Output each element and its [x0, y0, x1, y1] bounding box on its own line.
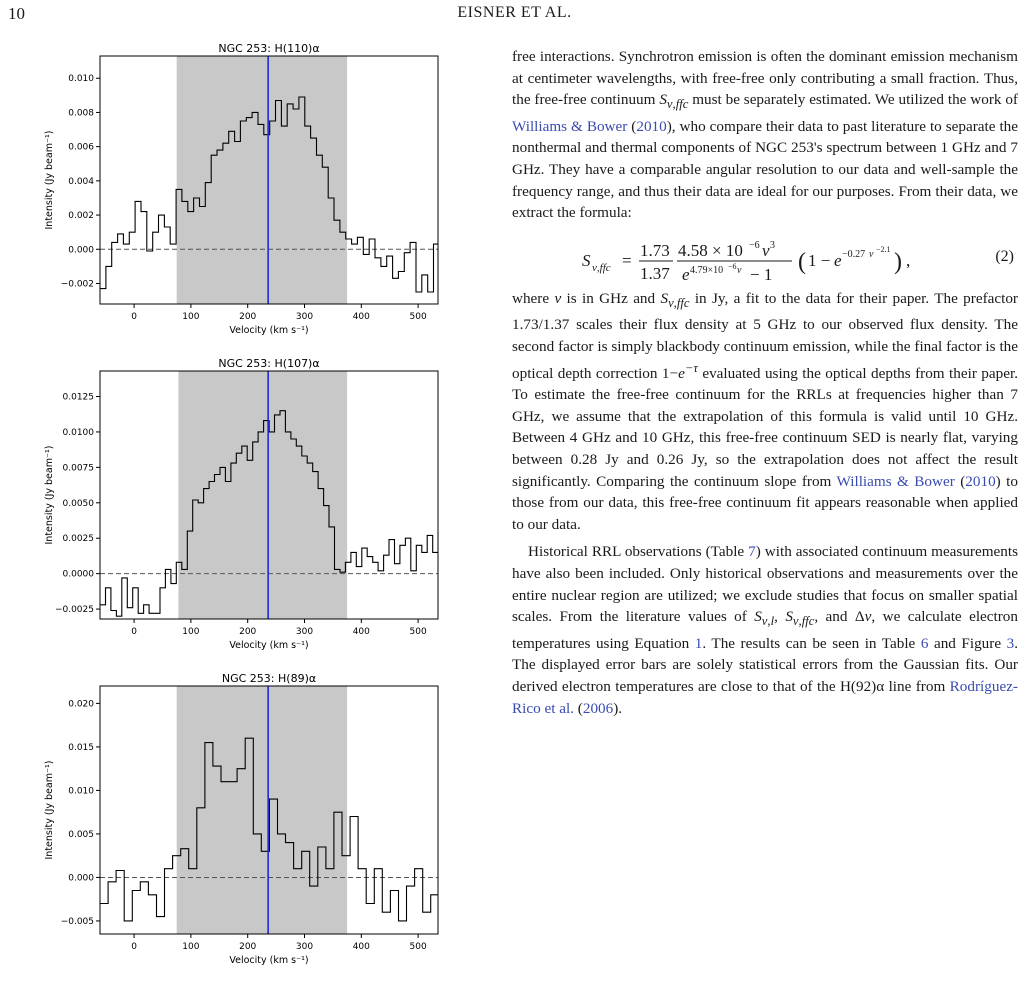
y-tick-label: −0.005 — [60, 916, 94, 927]
x-axis-label: Velocity (km s⁻¹) — [229, 955, 309, 966]
x-axis-label: Velocity (km s⁻¹) — [229, 640, 309, 651]
citation-williams-bower[interactable]: Williams & Bower — [512, 117, 628, 135]
svg-text:(: ( — [798, 248, 806, 275]
x-tick-label: 0 — [131, 627, 137, 637]
x-tick-label: 200 — [239, 942, 257, 952]
x-tick-label: 100 — [182, 942, 200, 952]
x-tick-label: 400 — [352, 942, 370, 952]
shaded-region — [177, 56, 347, 304]
y-axis-label: Intensity (Jy beam⁻¹) — [44, 445, 55, 545]
svg-text:ν: ν — [869, 248, 874, 260]
y-tick-label: 0.0100 — [62, 427, 94, 438]
svg-text:=: = — [622, 250, 632, 270]
y-tick-label: −0.0025 — [54, 605, 94, 616]
x-tick-label: 100 — [182, 627, 200, 637]
citation-rodriguez-rico-year[interactable]: 2006 — [582, 699, 614, 717]
y-tick-label: 0.015 — [68, 742, 94, 753]
svg-text:−6: −6 — [728, 261, 737, 271]
x-tick-label: 200 — [239, 627, 257, 637]
svg-text:−6: −6 — [749, 239, 760, 251]
running-head: EISNER ET AL. — [457, 4, 572, 21]
svg-text:e: e — [834, 250, 842, 270]
x-tick-label: 0 — [131, 942, 137, 952]
spectrum-plot-h110 — [0, 38, 520, 348]
svg-text:ν: ν — [737, 264, 742, 276]
y-tick-label: 0.010 — [68, 74, 94, 85]
svg-text:,: , — [906, 250, 911, 270]
y-tick-label: 0.006 — [68, 142, 94, 153]
svg-text:1.73: 1.73 — [640, 240, 670, 260]
x-tick-label: 300 — [295, 627, 314, 637]
svg-text:4.58 × 10: 4.58 × 10 — [678, 240, 743, 260]
y-tick-label: 0.002 — [68, 211, 94, 222]
x-tick-label: 400 — [352, 627, 370, 637]
svg-text:3: 3 — [770, 239, 775, 251]
y-tick-label: 0.000 — [68, 873, 94, 884]
equation-1-link[interactable]: 1 — [694, 634, 703, 652]
x-tick-label: 300 — [295, 312, 314, 322]
svg-text:e: e — [682, 264, 690, 284]
y-tick-label: 0.010 — [68, 786, 94, 797]
y-tick-label: −0.002 — [60, 279, 94, 290]
x-tick-label: 400 — [352, 312, 370, 322]
y-tick-label: 0.000 — [68, 245, 94, 256]
y-tick-label: 0.005 — [68, 829, 94, 840]
x-tick-label: 100 — [182, 312, 200, 322]
svg-text:ν,ffc: ν,ffc — [592, 261, 611, 274]
svg-text:− 1: − 1 — [750, 264, 773, 284]
x-axis-label: Velocity (km s⁻¹) — [229, 325, 309, 336]
y-tick-label: 0.0025 — [62, 534, 94, 545]
table-7-link[interactable]: 7 — [748, 543, 756, 561]
x-tick-label: 500 — [409, 627, 427, 637]
citation-rodriguez-rico[interactable]: Rodríguez-Rico et al. — [512, 678, 1018, 717]
x-tick-label: 500 — [409, 942, 427, 952]
y-tick-label: 0.0125 — [62, 392, 94, 403]
svg-text:S: S — [582, 250, 591, 270]
svg-text:−0.27: −0.27 — [842, 248, 866, 260]
svg-text:ν: ν — [762, 240, 770, 260]
spectrum-plot-h89 — [0, 668, 520, 978]
citation-williams-bower-year[interactable]: 2010 — [636, 117, 667, 135]
chart-title: NGC 253: H(110)α — [218, 42, 320, 55]
equation-number: (2) — [995, 247, 1014, 265]
x-tick-label: 500 — [409, 312, 427, 322]
shaded-region — [177, 686, 347, 934]
chart-title: NGC 253: H(89)α — [221, 672, 317, 685]
body-text-column — [512, 46, 1018, 719]
equation-2 — [512, 224, 1018, 288]
table-6-link[interactable]: 6 — [920, 634, 929, 652]
svg-text:−2.1: −2.1 — [876, 244, 891, 254]
svg-text:1 −: 1 − — [808, 250, 831, 270]
y-tick-label: 0.0075 — [62, 463, 94, 474]
spectrum-plot-h107 — [0, 353, 520, 663]
x-tick-label: 300 — [295, 942, 314, 952]
x-tick-label: 0 — [131, 312, 137, 322]
y-tick-label: 0.0000 — [62, 569, 94, 580]
page-number: 10 — [8, 4, 25, 23]
paragraph-1: free interactions. Synchrotron emission is often the dominant emission mechanism at centimeter wavelengths, with free-free only contributing a small fraction. Thus, the free-free continuum $S_{\nu,ffc}$ must be separately estimated. We utilized the work of Williams & Bower (2010), who compare their data to past literature to separate the nonthermal and thermal components of NGC 253's spectrum between 1 GHz and 7 GHz. They have a comparable angular resolution to our data and well-sample the frequency range, and thus their data are ideal for our purposes. From their data, we extract the formula: — [512, 48, 1019, 222]
citation-williams-bower-2-year[interactable]: 2010 — [965, 472, 996, 490]
y-tick-label: 0.020 — [68, 699, 94, 710]
y-axis-label: Intensity (Jy beam⁻¹) — [44, 130, 55, 230]
paragraph-2: where ν is in GHz and $S_{\nu,ffc}$ in Jy, a fit to the data for their paper. The prefactor 1.73/1.37 scales their flux density at 5 GHz to our observed flux density. The second factor is simply blackbody continuum emission, while the final factor is the optical depth correction $1-e^{-\tau}$ evaluated using the optical depths from their paper. To estimate the free-free continuum for the RRLs at frequencies higher than 7 GHz, we assume that the extrapolation of this formula is valid until 10 GHz. Between 4 GHz and 10 GHz, this free-free continuum SED is nearly flat, varying between 0.28 Jy and 0.26 Jy, so the extrapolation does not affect the result significantly. Comparing the continuum slope from Williams & Bower (2010) to those from our data, this free-free continuum fit appears reasonable when applied to our data. — [512, 289, 1018, 533]
citation-williams-bower-2[interactable]: Williams & Bower — [836, 472, 955, 490]
y-axis-label: Intensity (Jy beam⁻¹) — [44, 760, 55, 860]
svg-text:1.37: 1.37 — [640, 263, 670, 283]
svg-text:4.79×10: 4.79×10 — [690, 264, 724, 276]
y-tick-label: 0.0050 — [62, 498, 94, 509]
x-tick-label: 200 — [239, 312, 257, 322]
y-tick-label: 0.008 — [68, 108, 94, 119]
chart-title: NGC 253: H(107)α — [218, 357, 320, 370]
figure-3-link[interactable]: 3 — [1006, 634, 1015, 652]
svg-text:): ) — [894, 248, 902, 275]
y-tick-label: 0.004 — [68, 176, 94, 187]
paragraph-3: Historical RRL observations (Table 7) with associated continuum measurements have also been included. Only historical observations and measurements over the entire nuclear region are utilized; we exclude studies that focus on smaller spatial scales. From the literature values of $S_{\nu,l}$, $S_{\nu,ffc}$, and Δv, we calculate electron temperatures using Equation 1. The results can be seen in Table 6 and Figure 3. The displayed error bars are solely statistical errors from the Gaussian fits. Our derived electron temperatures are close to that of the H(92)α line from Rodríguez-Rico et al. (2006). — [512, 543, 1019, 717]
